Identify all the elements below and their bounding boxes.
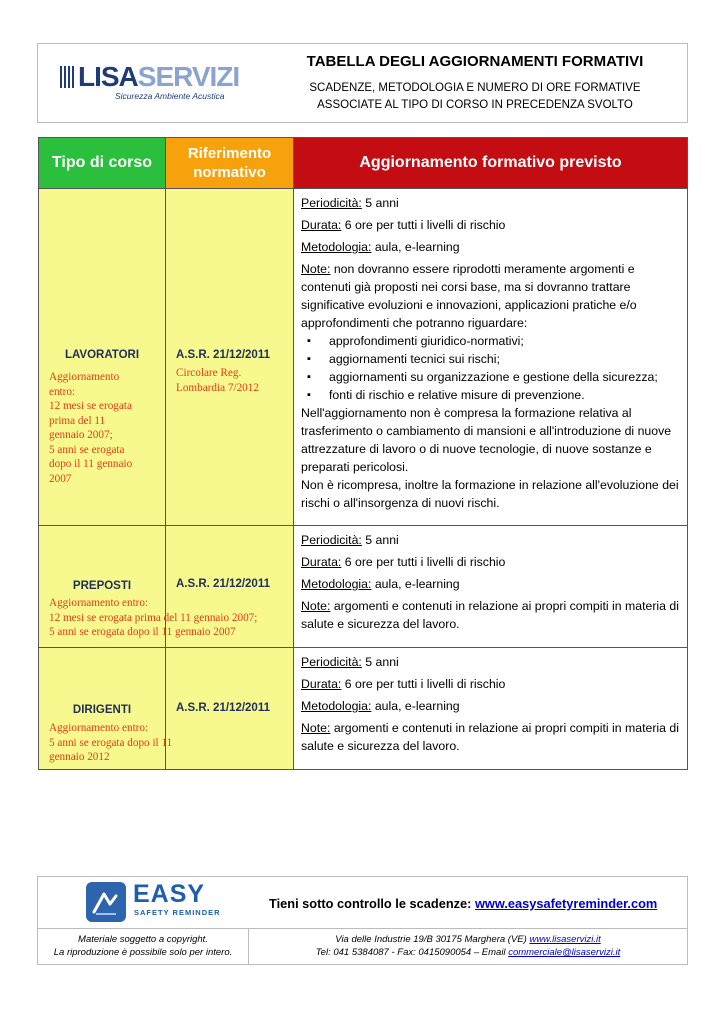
subtitle-line-1: SCADENZE, METODOLOGIA E NUMERO DI ORE FORMATIVE	[309, 82, 641, 94]
header-regulation-line-2: normativo	[193, 164, 266, 181]
easy-logo-title: EASY	[133, 880, 206, 908]
periodicity-line	[301, 653, 680, 671]
method-label: Metodologia:	[301, 577, 372, 591]
course-type-name: DIRIGENTI	[72, 704, 132, 716]
company-contacts	[249, 929, 687, 964]
logo-tagline: Sicurezza Ambiente Acustica	[115, 91, 225, 101]
header-update: Aggiornamento formativo previsto	[294, 138, 688, 189]
contacts-line	[249, 946, 687, 959]
header-regulation	[166, 138, 294, 189]
copyright-line-1: Materiale soggetto a copyright.	[78, 934, 208, 945]
cell-desc-lavoratori	[294, 189, 688, 526]
method-label: Metodologia:	[301, 240, 372, 254]
table-row-dirigenti	[39, 648, 688, 770]
exclusion-paragraph-2: Non è ricompresa, inoltre la formazione in relazione all'evoluzione dei rischi o all'insorgenza di nuovi rischi.	[301, 478, 679, 510]
periodicity-label: Periodicità:	[301, 655, 362, 669]
cell-type-dirigenti	[39, 648, 173, 770]
method-line	[301, 697, 680, 715]
regulation-note: Circolare Reg. Lombardia 7/2012	[176, 367, 259, 394]
course-type-note: Aggiornamento entro: 12 mesi se erogata prima del 11 gennaio 2007; 5 anni se erogata dopo il 11 gennaio 2007	[49, 371, 133, 485]
notes-value: argomenti e contenuti in relazione ai propri compiti in materia di salute e sicurezza del lavoro.	[301, 599, 679, 631]
page-title: TABELLA DEGLI AGGIORNAMENTI FORMATIVI	[306, 53, 644, 70]
logo-bars-icon	[60, 66, 78, 88]
cell-ref-dirigenti	[166, 648, 294, 770]
cta-link[interactable]: www.easysafetyreminder.com	[474, 896, 658, 911]
lisaservizi-logo	[60, 62, 238, 104]
footer-cta	[269, 896, 657, 911]
cell-desc-preposti	[294, 526, 688, 648]
regulation-name: A.S.R. 21/12/2011	[176, 702, 270, 714]
cell-type-lavoratori	[39, 189, 166, 526]
list-item: ▪ approfondimenti giuridico-normativi;	[301, 332, 680, 350]
address-line	[249, 933, 687, 946]
course-type-note: Aggiornamento entro: 5 anni se erogata dopo il 11 gennaio 2012	[49, 722, 173, 763]
copyright-notice	[38, 929, 249, 964]
list-item: ▪ aggiornamenti tecnici sui rischi;	[301, 350, 680, 368]
easy-logo-subtitle: SAFETY REMINDER	[134, 908, 221, 917]
exclusion-paragraph-1: Nell'aggiornamento non è compresa la formazione relativa al trasferimento o cambiamento di mansioni e all'introduzione di nuove attrezzature di lavoro o di nuove tecnologie, di nuove sostanze e preparati pericolosi.	[301, 406, 672, 474]
phone-fax: Tel: 041 5384087 - Fax: 0415090054 – Email	[315, 947, 509, 958]
list-item: ▪ fonti di rischio e relative misure di prevenzione.	[301, 386, 680, 404]
logo-text-lisa: LISA	[78, 61, 138, 92]
duration-value: 6 ore per tutti i livelli di rischio	[341, 677, 506, 691]
method-line	[301, 575, 680, 593]
cell-ref-lavoratori	[166, 189, 294, 526]
course-type-note: Aggiornamento entro: 12 mesi se erogata prima del 11 gennaio 2007; 5 anni se erogata dopo il 11 gennaio 2007	[49, 597, 258, 638]
address: Via delle Industrie 19/B 30175 Marghera (VE)	[335, 934, 530, 945]
notes-label: Note:	[301, 721, 331, 735]
method-label: Metodologia:	[301, 699, 372, 713]
notes-line	[301, 719, 680, 755]
notes-value: argomenti e contenuti in relazione ai propri compiti in materia di salute e sicurezza del lavoro.	[301, 721, 679, 753]
regulation-name: A.S.R. 21/12/2011	[176, 578, 270, 590]
header-regulation-line-1: Riferimento	[187, 145, 272, 162]
notes-label: Note:	[301, 262, 331, 276]
email-link[interactable]: commerciale@lisaservizi.it	[508, 947, 621, 958]
notes-label: Note:	[301, 599, 331, 613]
subtitle-line-2: ASSOCIATE AL TIPO DI CORSO IN PRECEDENZA SVOLTO	[317, 99, 633, 111]
course-type-name: LAVORATORI	[64, 349, 140, 361]
website-link[interactable]: www.lisaservizi.it	[529, 934, 601, 945]
duration-label: Durata:	[301, 218, 342, 232]
periodicity-line	[301, 194, 680, 212]
header-course-type: Tipo di corso	[39, 138, 166, 189]
periodicity-label: Periodicità:	[301, 533, 362, 547]
duration-line	[301, 216, 680, 234]
method-value: aula, e-learning	[371, 577, 460, 591]
footer-banner	[37, 876, 688, 928]
footer-info	[37, 928, 688, 965]
notes-value: non dovranno essere riprodotti meramente argomenti e contenuti già proposti nei corsi base, ma si dovranno trattare significative evoluzioni e innovazioni, applicazioni pratiche e/o approfondimenti che potranno riguardare:	[301, 262, 637, 330]
document-header	[37, 43, 688, 123]
periodicity-label: Periodicità:	[301, 196, 362, 210]
training-table	[38, 137, 688, 770]
periodicity-value: 5 anni	[361, 196, 399, 210]
method-value: aula, e-learning	[371, 240, 460, 254]
notes-line	[301, 260, 680, 332]
duration-line	[301, 553, 680, 571]
table-row-lavoratori	[39, 189, 688, 526]
duration-label: Durata:	[301, 555, 342, 569]
duration-value: 6 ore per tutti i livelli di rischio	[341, 218, 506, 232]
cta-text: Tieni sotto controllo le scadenze:	[269, 896, 475, 911]
periodicity-line	[301, 531, 680, 549]
notes-line	[301, 597, 680, 633]
periodicity-value: 5 anni	[361, 655, 399, 669]
table-header-row	[39, 138, 688, 189]
list-item: ▪ aggiornamenti su organizzazione e gestione della sicurezza;	[301, 368, 680, 386]
page-subtitle	[270, 80, 680, 114]
cell-desc-dirigenti	[294, 648, 688, 770]
copyright-line-2: La riproduzione è possibile solo per intero.	[53, 947, 233, 958]
course-type-name: PREPOSTI	[72, 580, 132, 592]
duration-line	[301, 675, 680, 693]
duration-label: Durata:	[301, 677, 342, 691]
method-line	[301, 238, 680, 256]
table-row-preposti	[39, 526, 688, 648]
easy-logo-icon	[86, 882, 126, 922]
method-value: aula, e-learning	[371, 699, 460, 713]
regulation-name: A.S.R. 21/12/2011	[176, 349, 270, 361]
periodicity-value: 5 anni	[361, 533, 399, 547]
logo-text-servizi: SERVIZI	[137, 61, 240, 92]
duration-value: 6 ore per tutti i livelli di rischio	[341, 555, 506, 569]
topics-list	[301, 332, 680, 404]
